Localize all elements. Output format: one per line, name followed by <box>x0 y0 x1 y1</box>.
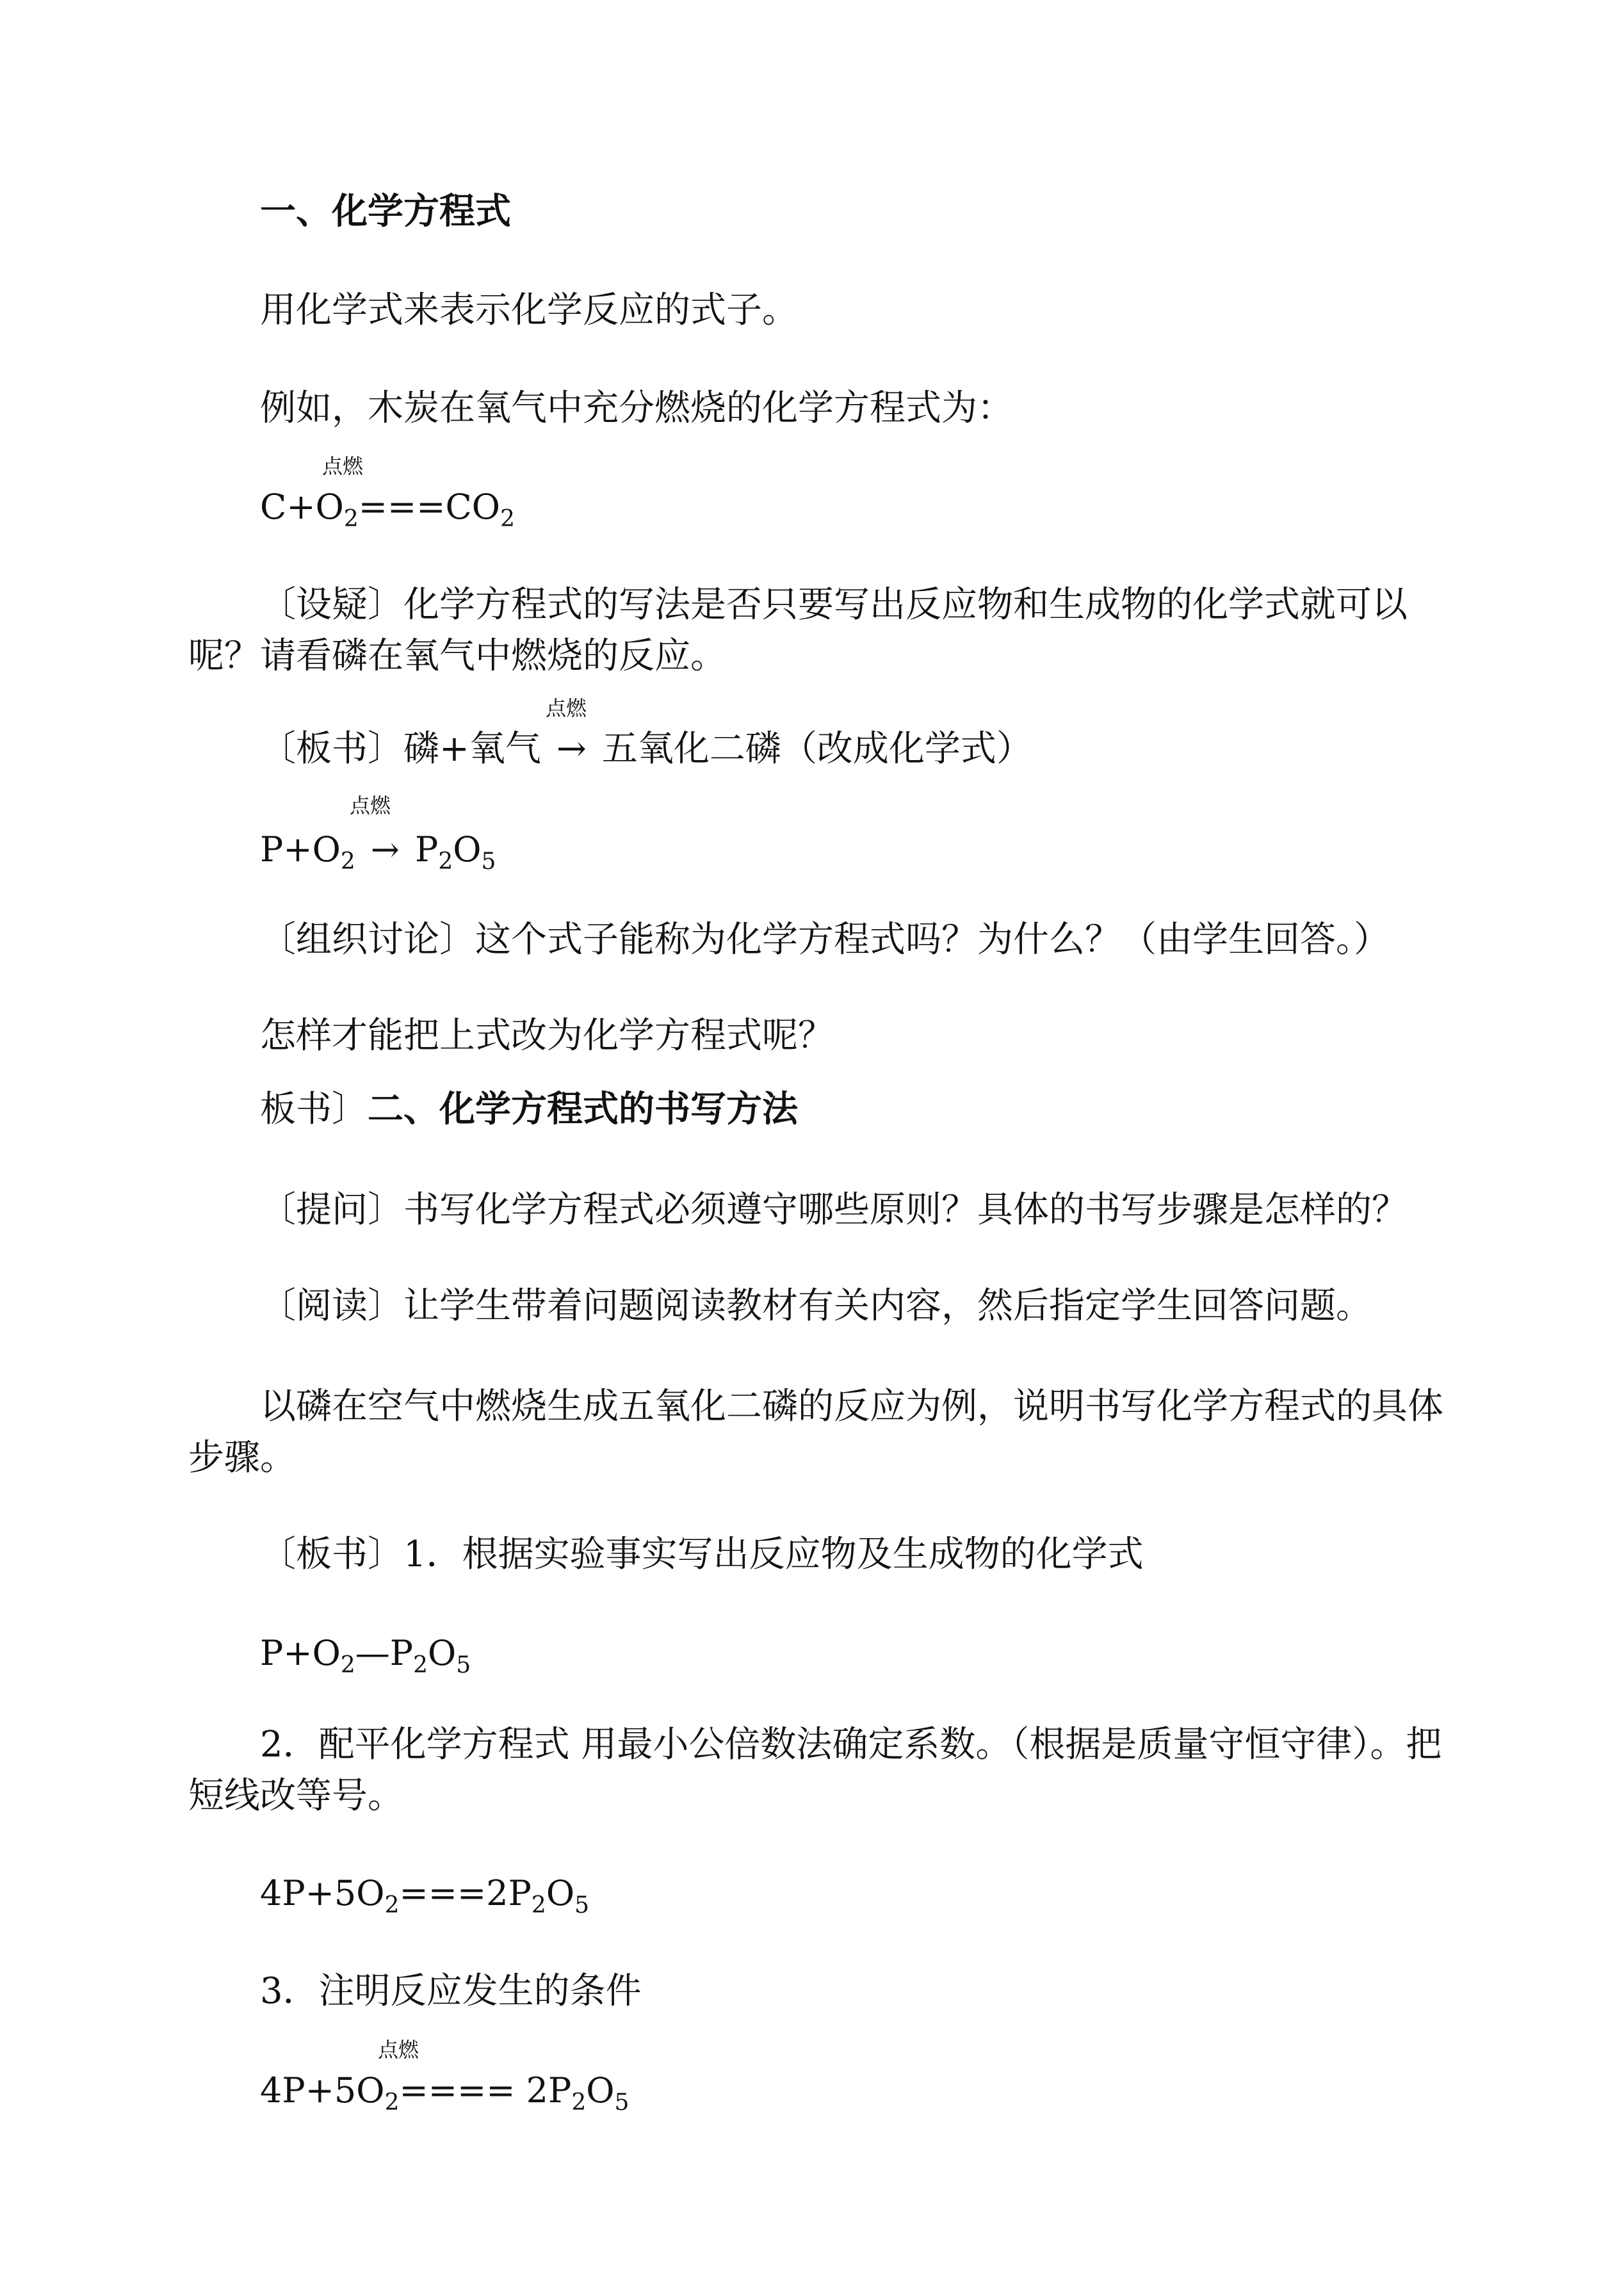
eq3-dash: —P <box>355 1633 414 1673</box>
board1-right: 五氧化二磷（改成化学式） <box>601 728 1032 770</box>
eq2-arrow: → <box>370 829 400 870</box>
eq4-o: O <box>546 1873 575 1913</box>
equation-5 <box>260 2070 629 2116</box>
eq2-o: O <box>453 829 482 870</box>
eq3-o-sub: 5 <box>456 1652 471 1678</box>
section1-title: 一、化学方程式 <box>260 190 511 232</box>
eq2-lhs: P+O <box>260 829 341 870</box>
eq3-p-sub: 2 <box>413 1652 428 1678</box>
step3-text: 3．注明反应发生的条件 <box>260 1970 642 2012</box>
eq5-o: O <box>586 2070 615 2111</box>
eq5-lhs-sub: 2 <box>384 2089 400 2116</box>
eq1-rhs-sub: 2 <box>500 506 515 532</box>
step2-paragraph: 2．配平化学方程式 用最小公倍数法确定系数。（根据是质量守恒守律）。把短线改等号。 <box>188 1724 1442 1817</box>
eq1-lhs: C+O <box>260 487 344 527</box>
how-text: 怎样才能把上式改为化学方程式呢？ <box>260 1015 834 1057</box>
board1-line <box>260 727 1032 772</box>
step1-text: 〔板书〕1．根据实验事实写出反应物及生成物的化学式 <box>260 1534 1144 1575</box>
equation-1 <box>260 487 515 532</box>
section2-prefix: 板书〕 <box>260 1089 368 1130</box>
board1-left: 〔板书〕磷+氧气 <box>260 728 541 770</box>
eq2-p-sub: 2 <box>438 848 453 875</box>
eq2-o-sub: 5 <box>481 848 496 875</box>
eq3-lhs: P+O <box>260 1633 341 1673</box>
eq1-mid: ===CO <box>358 487 501 527</box>
discussion-text: 〔组织讨论〕这个式子能称为化学方程式吗？为什么？（由学生回答。） <box>260 919 1390 961</box>
eq2-lhs-sub: 2 <box>340 848 355 875</box>
eq5-o-sub: 5 <box>614 2089 629 2116</box>
eq5-p-sub: 2 <box>571 2089 587 2116</box>
example-intro-text: 例如，木炭在氧气中充分燃烧的化学方程式为： <box>260 387 1013 429</box>
eq4-o-sub: 5 <box>574 1892 590 1918</box>
eq2-condition: 点燃 <box>350 793 391 818</box>
definition-text: 用化学式来表示化学反应的式子。 <box>260 289 798 331</box>
eq4-lhs: 4P+5O <box>260 1873 385 1913</box>
eq4-lhs-sub: 2 <box>384 1892 400 1918</box>
eq5-mid: ==== 2P <box>399 2070 572 2111</box>
question-paragraph: 〔设疑〕化学方程式的写法是否只要写出反应物和生成物的化学式就可以呢？请看磷在氧气中燃烧的反应。 <box>188 584 1408 677</box>
equation-4 <box>260 1873 590 1918</box>
eq5-lhs: 4P+5O <box>260 2070 385 2111</box>
section2-title: 二、化学方程式的书写方法 <box>368 1088 798 1130</box>
section2-heading <box>260 1087 798 1132</box>
board1-arrow: → <box>556 728 587 770</box>
equation-3 <box>260 1633 471 1678</box>
eq3-lhs-sub: 2 <box>340 1652 355 1678</box>
eq3-o: O <box>428 1633 457 1673</box>
equation-2 <box>260 829 496 875</box>
eq4-p-sub: 2 <box>531 1892 546 1918</box>
eq4-mid: ===2P <box>399 1873 532 1913</box>
eq2-p: P <box>415 829 439 870</box>
eq5-condition: 点燃 <box>378 2038 419 2062</box>
eq1-condition: 点燃 <box>322 454 364 478</box>
read-text: 〔阅读〕让学生带着问题阅读教材有关内容，然后指定学生回答问题。 <box>260 1285 1372 1327</box>
eq1-lhs-sub: 2 <box>343 506 359 532</box>
example2-paragraph: 以磷在空气中燃烧生成五氧化二磷的反应为例，说明书写化学方程式的具体步骤。 <box>188 1386 1443 1479</box>
ask-text: 〔提问〕书写化学方程式必须遵守哪些原则？具体的书写步骤是怎样的？ <box>260 1189 1408 1231</box>
board1-condition: 点燃 <box>546 696 587 720</box>
